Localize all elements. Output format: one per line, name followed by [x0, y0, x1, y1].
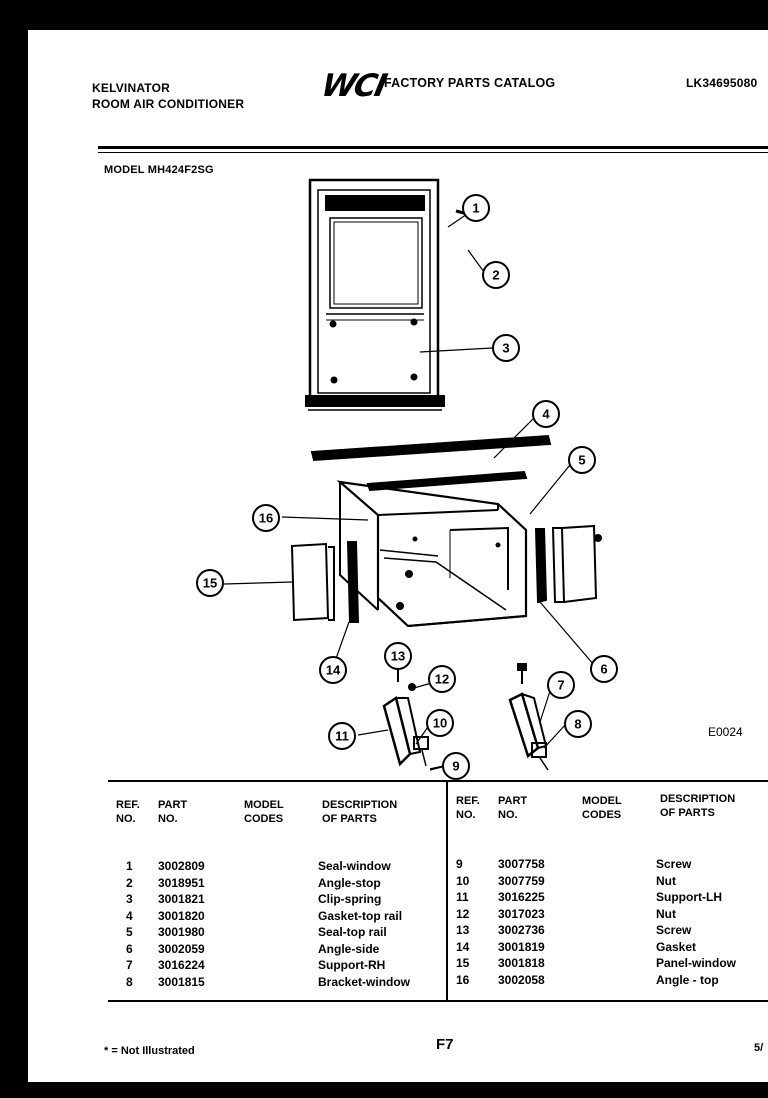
callout-label-4: 4	[542, 406, 550, 422]
header-desc-left: DESCRIPTION OF PARTS	[322, 799, 398, 825]
callout-label-8: 8	[574, 716, 582, 732]
header-ref-right: REF. NO.	[456, 795, 480, 821]
callout-label-11: 11	[335, 728, 349, 744]
brand-block	[92, 80, 244, 112]
table-top-rule	[108, 780, 768, 782]
header-desc-right: DESCRIPTION OF PARTS	[660, 793, 736, 819]
model-label: MODEL MH424F2SG	[104, 164, 214, 176]
callout-label-5: 5	[578, 452, 586, 468]
callout-label-13: 13	[390, 648, 406, 664]
header-rule	[98, 146, 768, 149]
bracket-right-drawing	[510, 664, 548, 770]
table-bottom-rule	[108, 1000, 768, 1002]
side-panels-drawing	[292, 526, 601, 622]
header-model-left: MODEL CODES	[244, 799, 284, 825]
catalog-title: FACTORY PARTS CATALOG	[384, 76, 556, 90]
callout-label-6: 6	[600, 661, 608, 677]
top-rail-drawing	[312, 436, 550, 490]
exploded-parts-diagram	[28, 170, 768, 780]
header-model-right: MODEL CODES	[582, 795, 622, 821]
wci-logo	[320, 68, 390, 102]
callout-label-15: 15	[202, 575, 218, 591]
catalog-code: LK34695080	[686, 76, 758, 90]
callout-label-9: 9	[452, 758, 460, 774]
callout-label-2: 2	[492, 267, 500, 283]
callout-label-3: 3	[502, 340, 510, 356]
footnote: * = Not Illustrated	[104, 1045, 195, 1057]
catalog-page: KELVINATOR ROOM AIR CONDITIONER WCI FACTORY PARTS CATALOG LK34695080 MODEL MH424F2SG 1 2 3 4 5 6 7 8 9 10 11 12 13 14 15 16 E0024 REF. NO. PART NO. MODEL CODES DESCRIPTION OF PARTS REF. NO. PART NO. MODEL CODES DESCRIPTION OF PARTS 1 3002809 Seal-window 2 3018951 Angle-stop 3 3001821 Clip-spring 4 3001820 Gasket-top rail 5 3001980 Seal-top rail 6 3002059 Angle-side 7 3016224 Support-RH 8 3001815 Bracket-window 9 3007758 Screw 10 3007759 Nut 11 3016225 Support-LH 12 3017023 Nut 13 3002736 Screw 14 3001819 Gasket 15 3001818 Panel-window 16 3002058 Angle - top * = Not Illustrated F7 5/	[28, 30, 768, 1082]
product-name: ROOM AIR CONDITIONER	[92, 97, 245, 111]
callout-label-10: 10	[432, 715, 448, 731]
page-number: F7	[436, 1036, 454, 1053]
cabinet-sleeve-drawing	[340, 482, 526, 626]
page-date: 5/	[754, 1042, 764, 1054]
window-panel-drawing	[306, 180, 474, 410]
header-part-left: PART NO.	[158, 799, 188, 825]
brand-name: KELVINATOR	[92, 81, 171, 95]
callout-label-14: 14	[325, 662, 341, 678]
callout-label-1: 1	[472, 200, 480, 216]
callout-label-16: 16	[258, 510, 274, 526]
table-divider	[446, 782, 448, 1000]
header-part-right: PART NO.	[498, 795, 528, 821]
logo-text: WCI	[318, 68, 389, 104]
header-ref-left: REF. NO.	[116, 799, 140, 825]
callout-label-12: 12	[434, 671, 450, 687]
figure-code: E0024	[708, 725, 743, 739]
callout-label-7: 7	[557, 677, 565, 693]
header-rule-thin	[98, 152, 768, 153]
